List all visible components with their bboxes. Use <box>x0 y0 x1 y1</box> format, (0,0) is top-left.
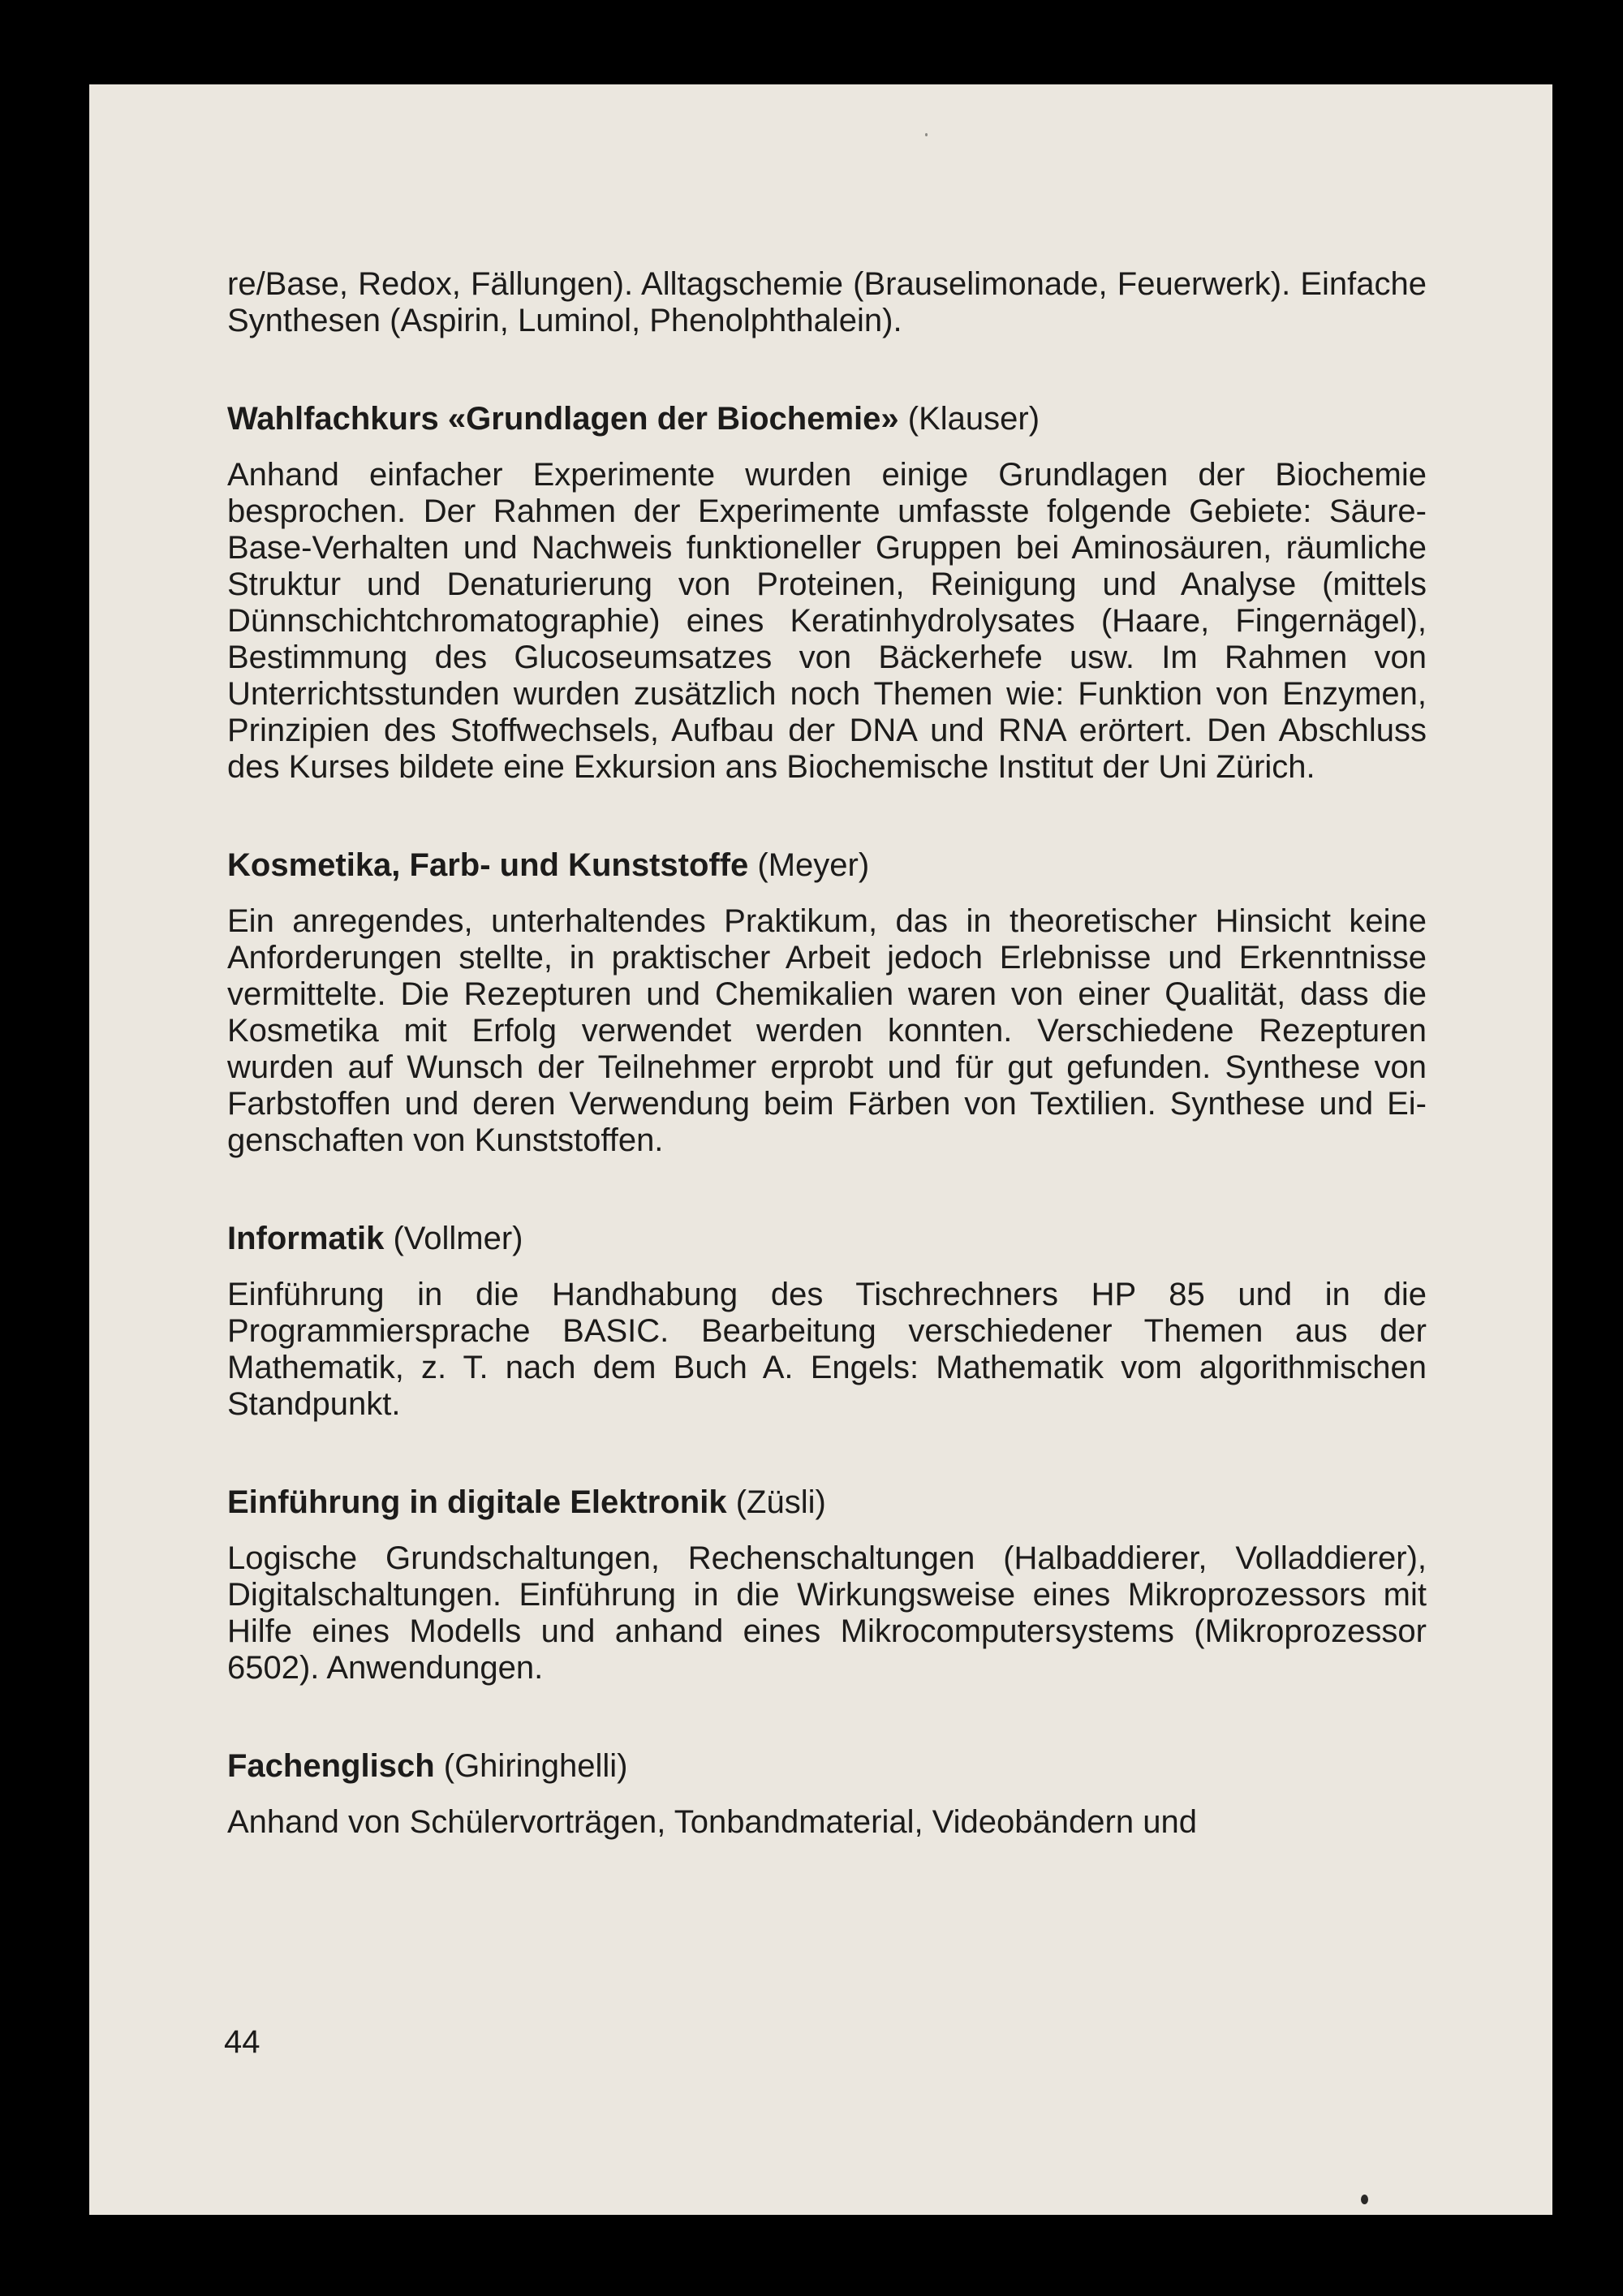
section-title: Einführung in digitale Elektronik <box>227 1484 727 1520</box>
section-teacher: (Klauser) <box>907 401 1040 437</box>
section-title: Kosmetika, Farb- und Kunststoffe <box>227 847 749 883</box>
page-number: 44 <box>224 2024 260 2060</box>
section-teacher: (Ghiringhelli) <box>443 1748 628 1784</box>
scanned-page <box>89 84 1552 2215</box>
section-body: Ein anregendes, unterhaltendes Praktikum, das in theoretischer Hinsicht keine Anforderungen stellte, in praktischer Arbeit jedoch Erlebnisse und Erkenntnisse vermittelte. Die Rezepturen und Chemikalien waren von einer Qualität, dass die Kosmetika mit Erfolg verwendet werden konnten. Verschiedene Rezepturen wurden auf Wunsch der Teilnehmer erprobt und für gut gefunden. Synthese von Farbstoffen und deren Verwendung beim Färben von Textilien. Synthese und Eigenschaften von Kunststoffen. <box>227 903 1427 1158</box>
section-elektronik <box>227 1484 1427 1686</box>
section-informatik <box>227 1221 1427 1423</box>
section-heading <box>227 1484 1427 1521</box>
section-body: Logische Grundschaltungen, Rechenschaltungen (Halbaddierer, Volladdierer), Digitalschaltungen. Einführung in die Wirkungsweise eines Mikroprozessors mit Hilfe eines Modells und anhand eines Mikrocomputersystems (Mikroprozessor 6502). Anwendungen. <box>227 1540 1427 1686</box>
section-body: Anhand von Schülervorträgen, Tonbandmaterial, Videobändern und <box>227 1804 1197 1840</box>
section-body: Anhand einfacher Experimente wurden einige Grundlagen der Biochemie besprochen. Der Rahmen der Experimente umfasste folgende Gebiete: Säure-Base-Verhalten und Nachweis funktioneller Gruppen bei Aminosäuren, räumliche Struktur und Denaturierung von Proteinen, Reinigung und Analyse (mittels Dünnschichtchromatographie) eines Keratinhydrolysates (Haare, Fingernägel), Bestimmung des Glucoseumsatzes von Bäckerhefe usw. Im Rahmen von Unterrichtsstunden wurden zusätzlich noch Themen wie: Funktion von Enzymen, Prinzipien des Stoffwechsels, Aufbau der DNA und RNA erörtert. Den Abschluss des Kurses bildete eine Exkursion ans Biochemische Institut der Uni Zürich. <box>227 457 1427 785</box>
page-content <box>227 266 1427 1841</box>
section-biochemie <box>227 401 1427 786</box>
dust-speck <box>925 133 928 136</box>
section-heading <box>227 1748 1427 1785</box>
section-title: Fachenglisch <box>227 1748 435 1784</box>
section-teacher: (Züsli) <box>735 1484 826 1520</box>
intro-paragraph: re/Base, Redox, Fällungen). Alltagschemie (Brauselimonade, Feuerwerk). Einfache Synthesen (Aspirin, Luminol, Phenolphthalein). <box>227 266 1427 338</box>
section-teacher: (Vollmer) <box>393 1221 523 1256</box>
section-heading <box>227 1221 1427 1257</box>
section-fachenglisch <box>227 1748 1427 1841</box>
section-title: Informatik <box>227 1221 385 1256</box>
section-heading <box>227 847 1427 884</box>
section-body: Einführung in die Handhabung des Tischrechners HP 85 und in die Programmiersprache BASIC. Bearbeitung verschiedener Themen aus der Mathematik, z. T. nach dem Buch A. Engels: Mathematik vom algorithmischen Standpunkt. <box>227 1277 1427 1422</box>
dust-speck <box>1361 2195 1368 2204</box>
section-kosmetika <box>227 847 1427 1159</box>
section-heading <box>227 401 1427 437</box>
section-teacher: (Meyer) <box>757 847 870 883</box>
section-title: Wahlfachkurs «Grundlagen der Biochemie» <box>227 401 899 437</box>
